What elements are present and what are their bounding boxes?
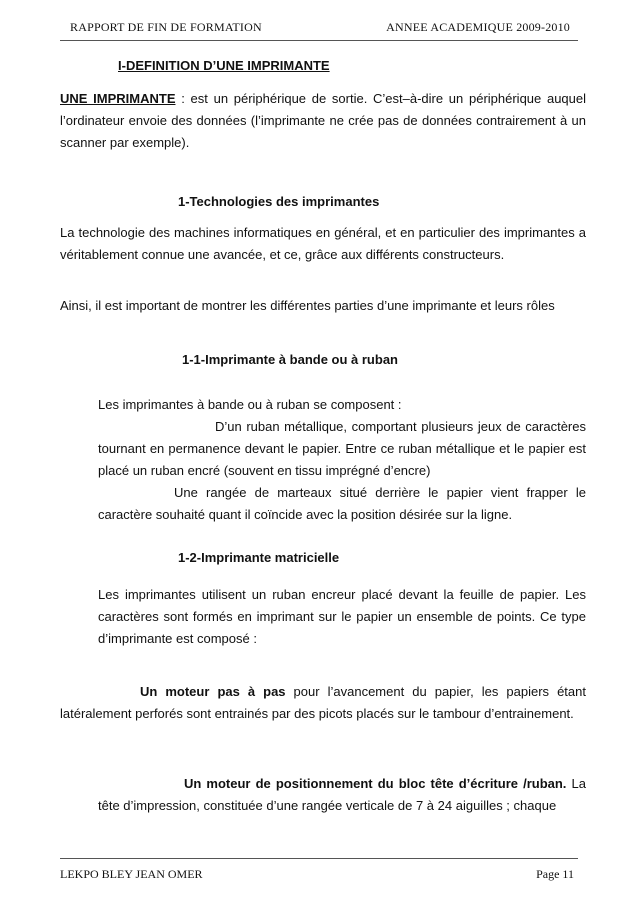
header-left: RAPPORT DE FIN DE FORMATION [70, 20, 262, 34]
motor-position-text: La tête d’impression, constituée d’une rangée verticale de 7 à 24 aiguilles ; chaque [98, 776, 586, 813]
heading-technologies: 1-Technologies des imprimantes [178, 194, 380, 209]
page-header [60, 18, 578, 41]
motor-position-paragraph [98, 773, 586, 817]
heading-matrix-printer: 1-2-Imprimante matricielle [178, 550, 340, 565]
motor-step-bold: Un moteur pas à pas [140, 684, 286, 699]
matrix-paragraph: Les imprimantes utilisent un ruban encreur placé devant la feuille de papier. Les caractères sont formés en imprimant sur le papier un ensemble de points. Ce type d’imprimante est composé : [98, 587, 586, 646]
motor-position-bold: Un moteur de positionnement du bloc tête d’écriture /ruban. [184, 776, 567, 791]
heading-band-printer: 1-1-Imprimante à bande ou à ruban [182, 352, 398, 367]
definition-paragraph [60, 88, 586, 154]
paragraph-technology: La technologie des machines informatiques en général, et en particulier des imprimantes a véritablement connue une avancée, et ce, grâce aux différents constructeurs. [60, 225, 586, 262]
band-item-hammers: Une rangée de marteaux situé derrière le papier vient frapper le caractère souhaité quant il coïncide avec la position désirée sur la ligne. [98, 485, 586, 522]
header-right: ANNEE ACADEMIQUE 2009-2010 [386, 20, 570, 34]
paragraph-parts: Ainsi, il est important de montrer les différentes parties d’une imprimante et leurs rôles [60, 298, 555, 313]
section-title: I-DEFINITION D’UNE IMPRIMANTE [118, 58, 330, 73]
motor-step-text: pour l’avancement du papier, les papiers étant latéralement perforés sont entrainés par des picots placés sur le tambour d’entrainement. [60, 684, 586, 721]
definition-text: : est un périphérique de sortie. C’est–à-dire un périphérique auquel l’ordinateur envoie des données (l’imprimante ne crée pas de données contrairement à un scanner par exemple). [60, 91, 587, 150]
footer-author: LEKPO BLEY JEAN OMER [60, 867, 203, 881]
footer-page-number: Page 11 [536, 867, 574, 881]
band-item-ribbon: D’un ruban métallique, comportant plusieurs jeux de caractères tournant en permanence devant le papier. Entre ce ruban métallique et le papier est placé un ruban encré (souvent en tissu imprégné d’encre) [98, 419, 586, 478]
motor-step-paragraph [60, 681, 586, 725]
band-intro: Les imprimantes à bande ou à ruban se composent : [98, 397, 402, 412]
definition-term: UNE IMPRIMANTE [60, 91, 176, 106]
page-footer [60, 858, 578, 885]
